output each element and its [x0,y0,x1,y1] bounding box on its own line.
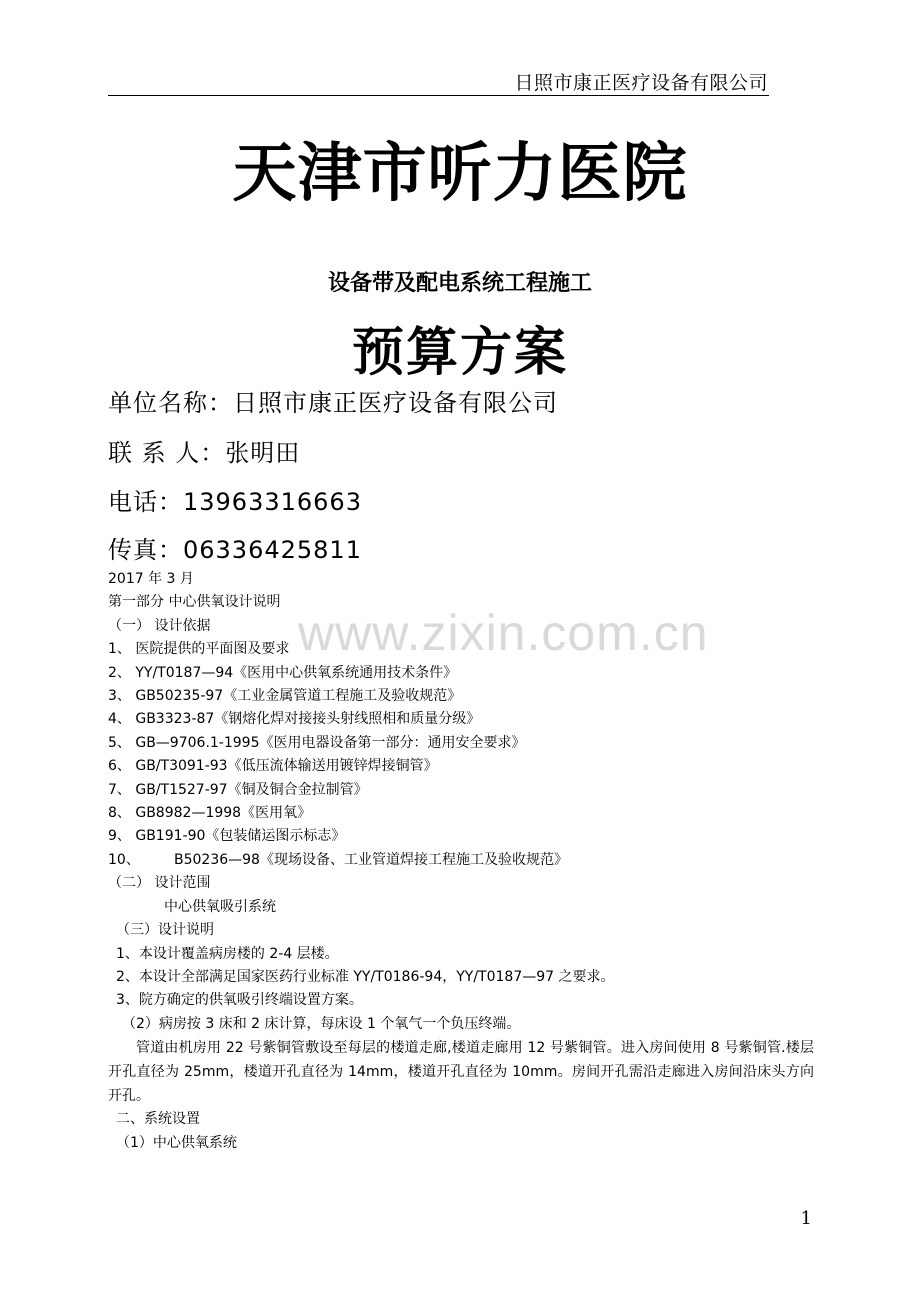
basis-item-10-text: B50236—98《现场设备、工业管道焊接工程施工及验收规范》 [174,851,568,868]
info-phone: 电话：13963316663 [108,488,362,516]
design-scope-text: 中心供氧吸引系统 [164,898,276,915]
pipe-paragraph: 管道由机房用 22 号紫铜管敷设至每层的楼道走廊,楼道走廊用 12 号紫铜管。进入房间使用 8 号紫铜管.楼层开孔直径为 25mm，楼道开孔直径为 14mm，楼道开孔直径为 10mm。房间开孔需沿走廊进入房间沿床头方向开孔。 [108,1040,814,1105]
note-item: 2、本设计全部满足国家医药行业标准 YY/T0186-94，YY/T0187—97 之要求。 [116,968,615,985]
basis-item: 8、 GB8982—1998《医用氧》 [108,805,312,822]
section-design-scope: （二） 设计范围 [108,875,211,892]
info-fax: 传真：06336425811 [108,536,362,564]
note-item: 1、本设计覆盖病房楼的 2-4 层楼。 [116,945,339,962]
header-company: 日照市康正医疗设备有限公司 [514,72,768,94]
watermark: www.zixin.com.cn [298,605,709,661]
basis-item: 9、 GB191-90《包装储运图示标志》 [108,828,346,845]
document-body [108,568,814,1155]
basis-item: 1、 医院提供的平面图及要求 [108,641,290,658]
part-two-heading: 二、系统设置 [116,1111,200,1128]
note-item: （2）病房按 3 床和 2 床计算，每床设 1 个氧气一个负压终端。 [122,1015,521,1032]
header-divider [108,95,769,96]
section-design-notes: （三）设计说明 [116,922,214,939]
info-unit: 单位名称：日照市康正医疗设备有限公司 [108,389,558,417]
part-one-heading: 第一部分 中心供氧设计说明 [108,594,281,611]
basis-item: 2、 YY/T0187—94《医用中心供氧系统通用技术条件》 [108,664,458,681]
basis-item: 7、 GB/T1527-97《铜及铜合金拉制管》 [108,781,368,798]
page-number: 1 [800,1208,812,1229]
date-line: 2017 年 3 月 [108,571,194,587]
basis-item: 3、 GB50235-97《工业金属管道工程施工及验收规范》 [108,688,462,705]
basis-item-10 [108,849,814,872]
document-title: 天津市听力医院 [232,137,688,211]
oxygen-system-heading: （1）中心供氧系统 [116,1134,237,1151]
note-item: 3、院方确定的供氧吸引终端设置方案。 [116,992,363,1009]
basis-item: 4、 GB3323-87《钢熔化焊对接接头射线照相和质量分级》 [108,711,481,728]
section-design-basis: （一） 设计依据 [108,617,211,634]
info-contact: 联 系 人：张明田 [108,439,301,467]
basis-item: 5、 GB—9706.1-1995《医用电器设备第一部分：通用安全要求》 [108,734,526,751]
plan-title: 预算方案 [351,323,568,383]
document-subtitle: 设备带及配电系统工程施工 [327,271,592,296]
basis-item-10-number: 10、 [108,851,140,868]
basis-item: 6、 GB/T3091-93《低压流体输送用镀锌焊接铜管》 [108,758,438,775]
